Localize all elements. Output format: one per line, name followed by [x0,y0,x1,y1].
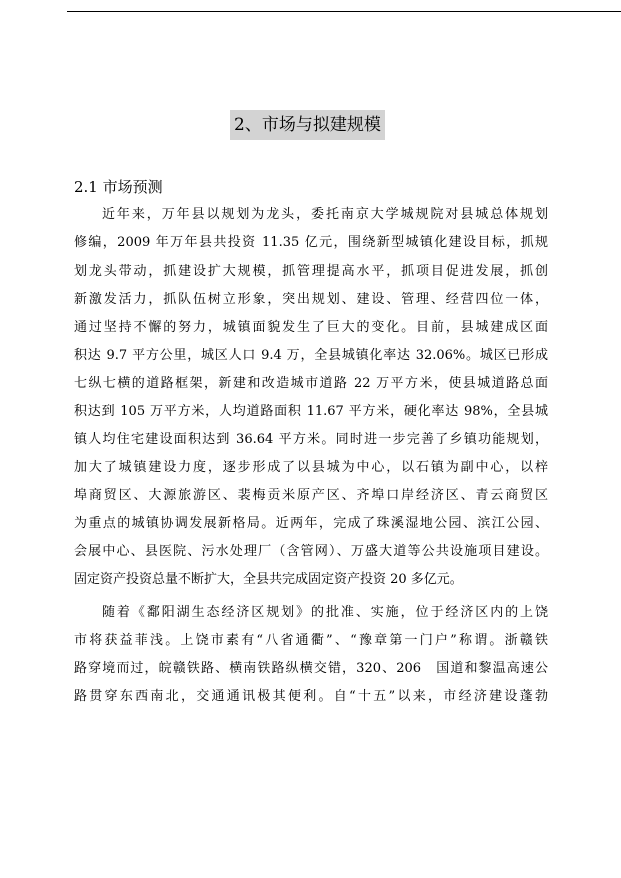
header-rule [67,11,621,12]
paragraph-line: 积达 9.7 平方公里，城区人口 9.4 万，全县城镇化率达 32.06%。城区已形成 [74,348,548,363]
paragraph-line: 为重点的城镇协调发展新格局。近两年，完成了珠溪湿地公园、滨江公园、 [74,516,548,531]
paragraph-line: 新激发活力，抓队伍树立形象，突出规划、建设、管理、经营四位一体， [74,292,548,307]
paragraph-line: 随着《鄱阳湖生态经济区规划》的批准、实施，位于经济区内的上饶 [102,605,548,620]
paragraph-line: 市将获益菲浅。上饶市素有“八省通衢”、“豫章第一门户”称谓。浙赣铁 [74,633,548,648]
paragraph-line: 固定资产投资总量不断扩大，全县共完成固定资产投资 20 多亿元。 [74,572,463,587]
paragraph-line: 七纵七横的道路框架，新建和改造城市道路 22 万平方米，使县城道路总面 [74,376,548,391]
paragraph-line: 会展中心、县医院、污水处理厂（含管网）、万盛大道等公共设施项目建设。 [74,544,548,559]
paragraph-line: 通过坚持不懈的努力，城镇面貌发生了巨大的变化。目前，县城建成区面 [74,320,548,335]
paragraph-line: 路贯穿东西南北，交通通讯极其便利。自“十五”以来，市经济建设蓬勃 [74,689,548,704]
paragraph-line: 积达到 105 万平方米，人均道路面积 11.67 平方米，硬化率达 98%，全县城 [74,404,548,419]
paragraph-line: 路穿境而过，皖赣铁路、横南铁路纵横交错，320、206 国道和黎温高速公 [74,661,548,676]
paragraph-line: 近年来，万年县以规划为龙头，委托南京大学城规院对县城总体规划 [102,207,548,222]
paragraph-line: 加大了城镇建设力度，逐步形成了以县城为中心，以石镇为副中心，以梓 [74,460,548,475]
paragraph-line: 划龙头带动，抓建设扩大规模，抓管理提高水平，抓项目促进发展，抓创 [74,264,548,279]
chapter-title: 2、市场与拟建规模 [230,110,385,140]
section-heading: 2.1 市场预测 [74,178,163,196]
paragraph-line: 埠商贸区、大源旅游区、裴梅贡米原产区、齐埠口岸经济区、青云商贸区 [74,488,548,503]
paragraph-line: 镇人均住宅建设面积达到 36.64 平方米。同时进一步完善了乡镇功能规划， [74,432,548,447]
paragraph-line: 修编，2009 年万年县共投资 11.35 亿元，围绕新型城镇化建设目标，抓规 [74,235,548,250]
